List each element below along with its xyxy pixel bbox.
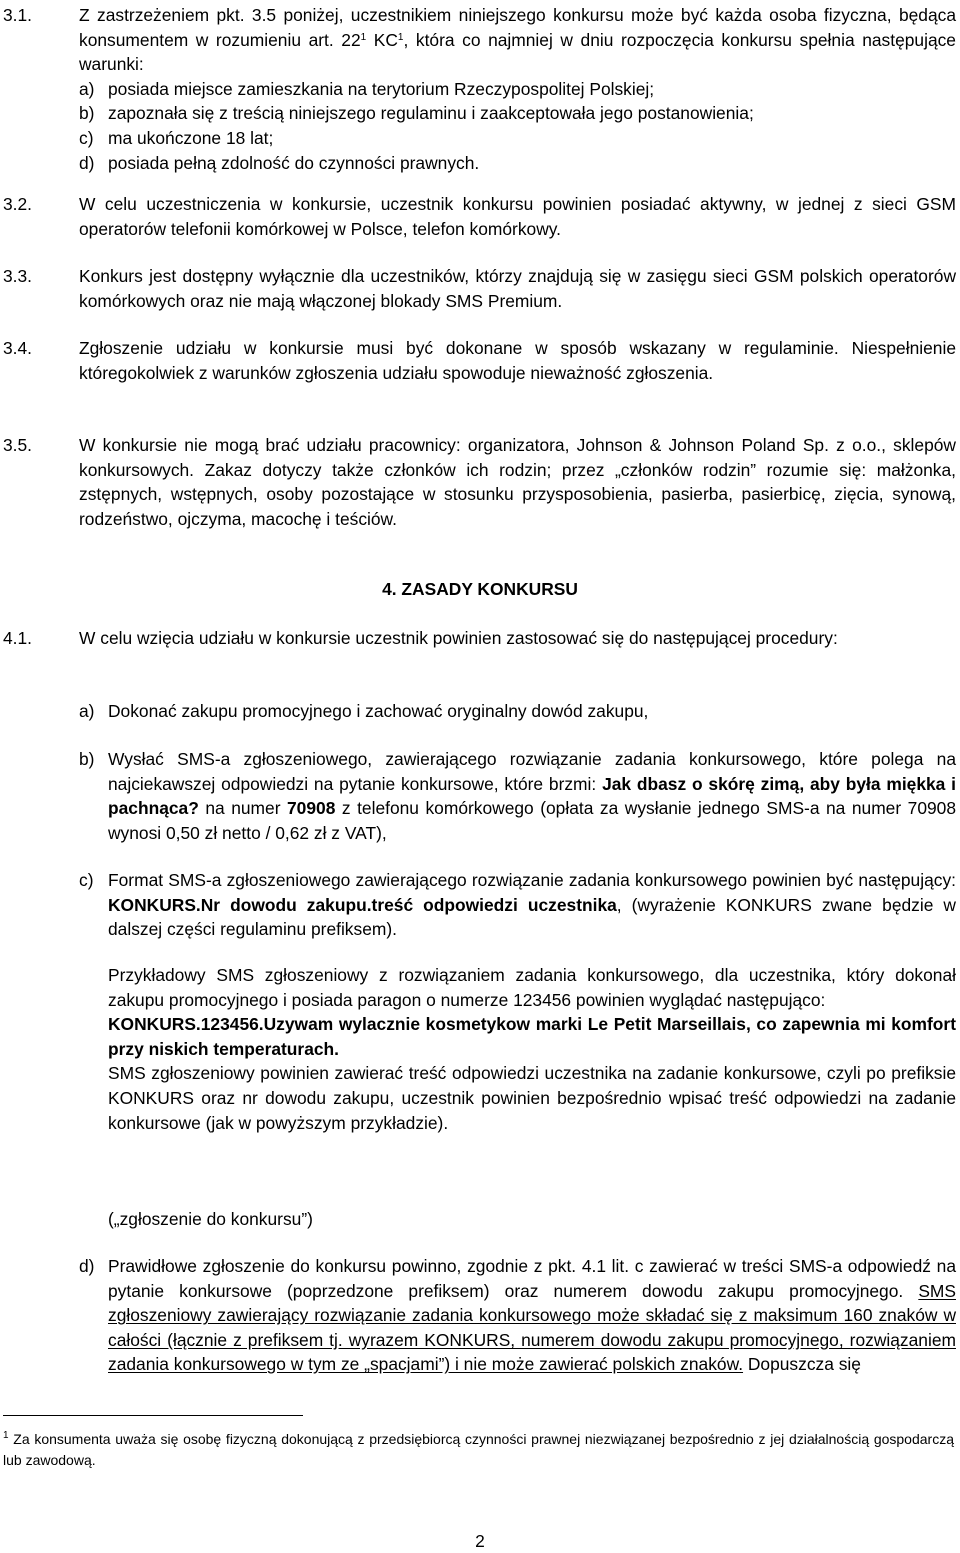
item-label: d)	[79, 152, 95, 173]
item-text: , (wyrażenie KONKURS zwane będzie w dalszej części regulaminu prefiksem).	[108, 894, 956, 940]
example-intro: Przykładowy SMS zgłoszeniowy z rozwiązaniem zadania konkursowego, dla uczestnika, który dokonał zakupu promocyjnego i posiada paragon o numerze 123456 powinien wyglądać następująco:	[108, 965, 956, 1010]
alias-line	[0, 1207, 960, 1232]
sms-format: KONKURS.Nr dowodu zakupu.treść odpowiedzi uczestnika	[108, 894, 617, 915]
procedure-step-c	[0, 868, 960, 942]
procedure-step-a	[0, 699, 960, 724]
item-label: a)	[79, 701, 95, 721]
example-explanation: SMS zgłoszeniowy powinien zawierać treść odpowiedzi uczestnika na zadanie konkursowe, czyli po prefiksie KONKURS oraz nr dowodu zakupu, uczestnik powinien bezpośrednio wpisać treść odpowiedzi na zadanie konkursowe (jak w powyższym przykładzie).	[108, 1063, 956, 1133]
section-number: 3.4.	[3, 338, 33, 358]
section-3-4	[0, 336, 960, 385]
list-item	[79, 101, 956, 126]
section-3-3	[0, 264, 960, 313]
section-number: 3.5.	[3, 435, 33, 455]
section-number: 3.3.	[3, 266, 33, 286]
section-text: W celu uczestniczenia w konkursie, uczestnik konkursu powinien posiadać aktywny, w jednej z sieci GSM operatorów telefonii komórkowej w Polsce, telefon komórkowy.	[79, 194, 956, 239]
sms-length-rule: SMS zgłoszeniowy zawierający rozwiązanie zadania konkursowego może składać się z maksimum 160 znaków w całości (łącznie z prefiksem tj. wyrazem KONKURS, numerem dowodu zakupu promocyjnego, rozwiązaniem zadania konkursowego w tym ze „spacjami”) i nie może zawierać polskich znaków.	[108, 1280, 956, 1375]
procedure-step-d	[0, 1254, 960, 1377]
section-text: W celu wzięcia udziału w konkursie uczestnik powinien zastosować się do następującej procedury:	[79, 628, 838, 648]
item-text: Format SMS-a zgłoszeniowego zawierającego rozwiązanie zadania konkursowego powinien być następujący:	[108, 870, 956, 890]
section-text: Konkurs jest dostępny wyłącznie dla uczestników, którzy znajdują się w zasięgu sieci GSM polskich operatorów komórkowych oraz nie mają włączonej blokady SMS Premium.	[79, 266, 956, 311]
item-text: Prawidłowe zgłoszenie do konkursu powinno, zgodnie z pkt. 4.1 lit. c zawierać w treści SMS-a odpowiedź na pytanie konkursowe (poprzedzone prefiksem) oraz numerem dowodu zakupu promocyjnego.	[108, 1256, 956, 1301]
item-text: Dopuszcza się	[743, 1354, 861, 1375]
footnote	[3, 1429, 954, 1471]
footnote-ref: 1	[397, 31, 404, 43]
section-number: 3.2.	[3, 194, 33, 214]
section-text: W konkursie nie mogą brać udziału pracownicy: organizatora, Johnson & Johnson Poland Sp. z o.o., sklepów konkursowych. Zakaz dotyczy także członków ich rodzin; przez „członków rodzin” rozumie się: małżonka, zstępnych, wstępnych, osoby pozostające w stosunku przysposobienia, pasierba, pasierbicę, zięcia, synową, rodzeństwo, ojczyma, macochę i teściów.	[79, 435, 956, 529]
superscript: 1	[360, 31, 367, 43]
section-text: Z zastrzeżeniem pkt. 3.5 poniżej, uczestnikiem niniejszego konkursu może być każda osoba fizyczna, będąca konsumentem w rozumieniu art. 22	[79, 5, 956, 50]
section-3-5	[0, 433, 960, 531]
list-item	[79, 77, 956, 102]
section-3-2	[0, 192, 960, 241]
footnote-marker: 1	[3, 1430, 9, 1441]
item-label: c)	[79, 870, 94, 890]
item-text: Wysłać SMS-a zgłoszeniowego, zawierającego rozwiązanie zadania konkursowego, które polega na najciekawszej odpowiedzi na pytanie konkursowe, które brzmi:	[108, 749, 956, 794]
footnote-text: Za konsumenta uważa się osobę fizyczną dokonującą z przedsiębiorcą czynności prawnej niezwiązanej bezpośrednio z jej działalnością gospodarczą lub zawodową.	[3, 1431, 954, 1468]
section-heading: 4. ZASADY KONKURSU	[382, 579, 578, 599]
item-text: posiada miejsce zamieszkania na terytorium Rzeczypospolitej Polskiej;	[108, 78, 655, 99]
item-text: z telefonu komórkowego (opłata za wysłanie jednego SMS-a na numer 70908 wynosi 0,50 zł netto / 0,62 zł z VAT),	[108, 798, 957, 843]
section-text: , która co najmniej w dniu rozpoczęcia konkursu spełnia następujące warunki:	[79, 29, 956, 75]
item-text: posiada pełną zdolność do czynności prawnych.	[108, 152, 480, 173]
item-text: zapoznała się z treścią niniejszego regulaminu i zaakceptowała jego postanowienia;	[108, 103, 754, 124]
section-number: 3.1.	[3, 5, 33, 25]
item-label: a)	[79, 78, 95, 99]
item-label: d)	[79, 1256, 95, 1276]
list-item	[79, 126, 956, 151]
item-text: ma ukończone 18 lat;	[108, 127, 274, 148]
example-sms: KONKURS.123456.Uzywam wylacznie kosmetykow marki Le Petit Marseillais, co zapewnia mi komfort przy niskich temperaturach.	[108, 1014, 956, 1059]
section-3-1	[0, 3, 960, 175]
footnote-separator	[3, 1415, 303, 1416]
item-text: Dokonać zakupu promocyjnego i zachować oryginalny dowód zakupu,	[108, 701, 649, 721]
item-text: na numer	[198, 798, 288, 819]
example-block	[0, 963, 960, 1135]
item-label: b)	[79, 103, 95, 124]
section-text: Zgłoszenie udziału w konkursie musi być dokonane w sposób wskazany w regulaminie. Niespełnienie któregokolwiek z warunków zgłoszenia udziału spowoduje nieważność zgłoszenia.	[79, 338, 956, 383]
contest-question: Jak dbasz o skórę zimą, aby była miękka i pachnąca?	[108, 773, 956, 819]
section-number: 4.1.	[3, 628, 33, 648]
list-item	[79, 151, 956, 176]
alias-text: („zgłoszenie do konkursu”)	[108, 1209, 313, 1229]
sms-number: 70908	[287, 798, 336, 819]
procedure-step-b	[0, 747, 960, 845]
page-number: 2	[475, 1531, 485, 1551]
section-4-1	[0, 626, 960, 651]
item-label: c)	[79, 127, 94, 148]
section-text: KC	[366, 29, 398, 50]
item-label: b)	[79, 749, 95, 769]
